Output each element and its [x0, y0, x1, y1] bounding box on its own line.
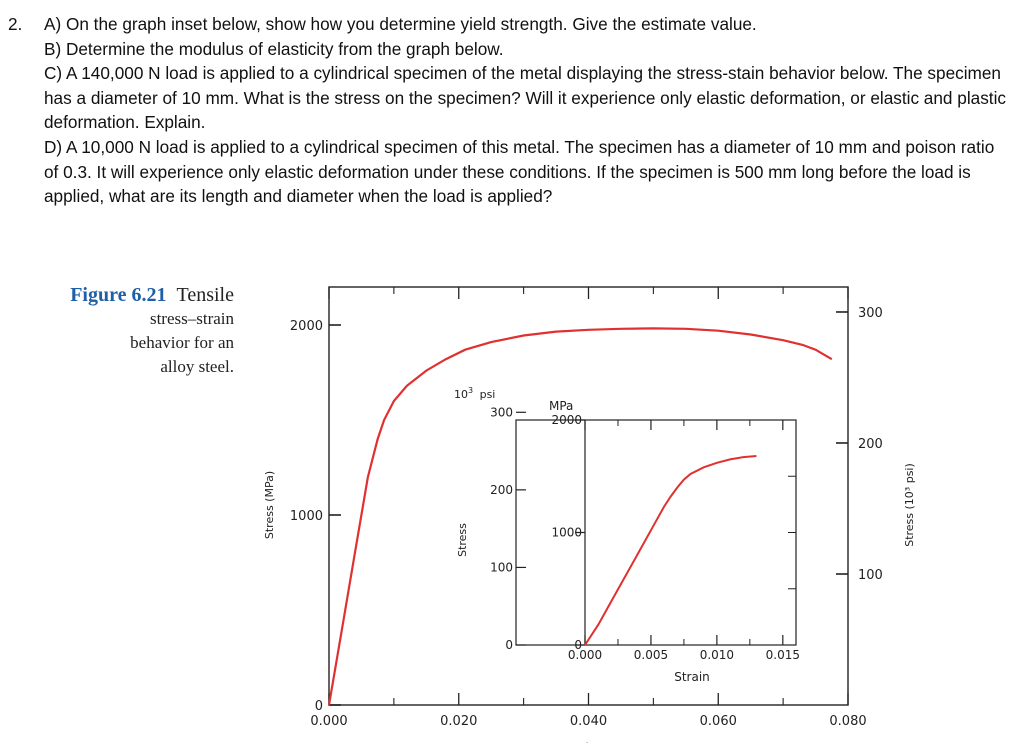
- inset-x-tick-label: 0.010: [699, 648, 735, 662]
- inset-psi-tick-label: 200: [490, 482, 513, 497]
- main-y-axis-label: Stress (MPa): [263, 470, 276, 540]
- question-part-d: D) A 10,000 N load is applied to a cylindrical specimen of this metal. The specimen has a diameter of 10 mm and poison ratio of 0.3. It will experience only elastic deformation under these conditions. If the specimen is 500 mm long before the load is applied, what are its length and diameter when the load is applied?: [44, 136, 995, 207]
- question-number: 2.: [8, 14, 23, 34]
- main-y-right-tick-label: 100: [858, 567, 883, 583]
- figure-label: Figure 6.21: [70, 284, 167, 306]
- main-x-tick-label: 0.080: [829, 714, 867, 729]
- main-x-tick-label: 0.020: [440, 714, 478, 729]
- question-part-c: C) A 140,000 N load is applied to a cylindrical specimen of the metal displaying the stress-stain behavior below. The specimen has a diameter of 10 mm. What is the stress on the specimen? Will it experience only elastic deformation, or elastic and plastic deformation. Explain.: [44, 63, 1006, 133]
- inset-x-axis-label: Strain: [674, 670, 710, 684]
- main-y-right-tick-label: 200: [858, 436, 883, 452]
- caption-line-3: alloy steel.: [160, 357, 234, 376]
- question-part-b: B) Determine the modulus of elasticity from the graph below.: [44, 38, 504, 59]
- inset-x-tick-label: 0.000: [567, 648, 603, 662]
- main-y-right-tick-label: 300: [858, 305, 883, 321]
- main-y-left-tick-label: 1000: [289, 509, 323, 524]
- inset-psi-tick-label: 0: [505, 638, 513, 652]
- inset-y-axis-label: Stress: [456, 523, 469, 557]
- main-y-left-tick-label: 0: [314, 699, 323, 714]
- main-x-tick-label: 0.040: [569, 714, 608, 729]
- inset-psi-tick-label: 300: [490, 405, 513, 420]
- inset-psi-unit-word: psi: [476, 388, 496, 401]
- inset-psi-unit-base: 10: [454, 388, 468, 401]
- figure-title-word: Tensile: [176, 284, 234, 306]
- main-y-right-axis-label: Stress (10³ psi): [903, 463, 916, 547]
- question-part-a: A) On the graph inset below, show how you determine yield strength. Give the estimate value.: [44, 14, 757, 34]
- inset-psi-unit-exp: 3: [468, 386, 474, 395]
- inset-psi-tick-label: 100: [490, 560, 513, 575]
- inset-mpa-unit-label: MPa: [549, 399, 574, 413]
- main-y-left-tick-label: 2000: [289, 319, 323, 334]
- inset-x-tick-label: 0.015: [765, 648, 800, 662]
- caption-line-1: stress–strain: [149, 309, 234, 328]
- inset-psi-unit-label: [454, 386, 495, 401]
- inset-mpa-tick-label: 2000: [551, 413, 582, 427]
- inset-mpa-tick-label: 0: [574, 638, 582, 652]
- inset-mpa-tick-label: 1000: [551, 525, 582, 540]
- caption-line-2: behavior for an: [130, 333, 234, 352]
- main-x-tick-label: 0.060: [699, 714, 737, 729]
- main-x-tick-label: 0.000: [310, 714, 348, 729]
- inset-x-tick-label: 0.005: [633, 648, 669, 662]
